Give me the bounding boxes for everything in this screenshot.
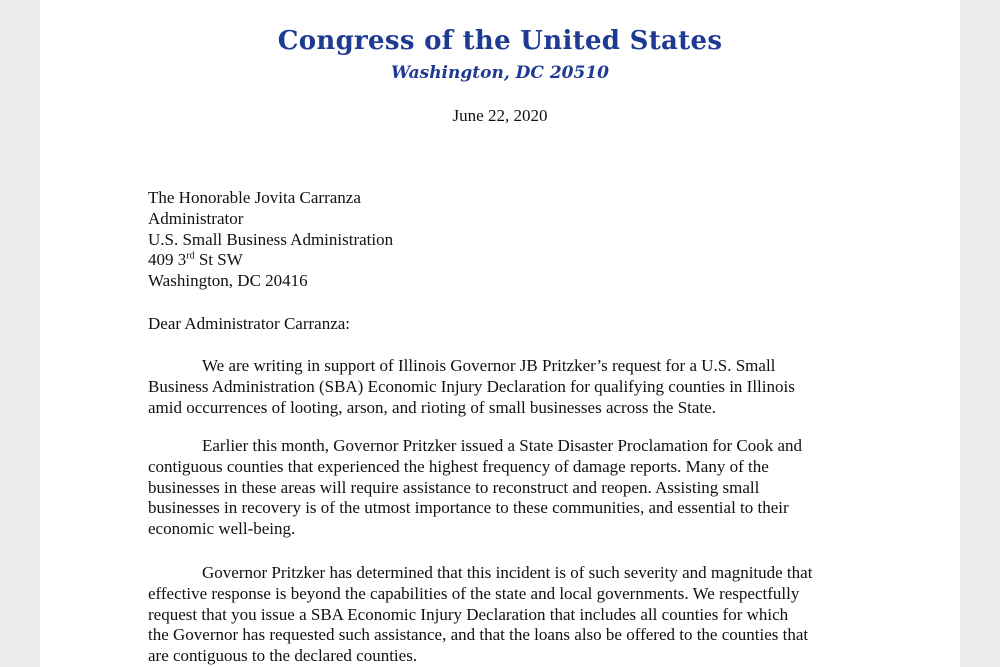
paragraph-line: effective response is beyond the capabilities of the state and local governments. We respectfully: [148, 583, 800, 603]
paragraph-line: are contiguous to the declared counties.: [148, 646, 418, 666]
body-paragraph: [148, 436, 868, 540]
ordinal-suffix: rd: [186, 250, 195, 262]
paragraph-line: the Governor has requested such assistance, and that the loans also be offered to the counties that: [148, 625, 809, 645]
address-line: U.S. Small Business Administration: [148, 229, 394, 249]
salutation: Dear Administrator Carranza:: [148, 314, 351, 333]
recipient-address: [148, 188, 393, 292]
paragraph-line: Earlier this month, Governor Pritzker issued a State Disaster Proclamation for Cook and: [202, 436, 803, 455]
letter-date: June 22, 2020: [452, 106, 548, 125]
paragraph-line: Governor Pritzker has determined that this incident is of such severity and magnitude that: [202, 563, 813, 582]
paragraph-line: We are writing in support of Illinois Governor JB Pritzker’s request for a U.S. Small: [202, 356, 776, 375]
paragraph-line: Business Administration (SBA) Economic Injury Declaration for qualifying counties in Illinois: [148, 376, 795, 396]
paragraph-line: economic well-being.: [148, 519, 296, 539]
paragraph-line: businesses in these areas will require assistance to reconstruct and reopen. Assisting small: [148, 477, 760, 497]
paragraph-line: amid occurrences of looting, arson, and rioting of small businesses across the State.: [148, 397, 716, 417]
street-name: St SW: [194, 250, 243, 270]
letterhead-subtitle: Washington, DC 20510: [391, 63, 609, 83]
paragraph-line: request that you issue a SBA Economic Injury Declaration that includes all counties for which: [148, 604, 789, 624]
address-line: [148, 250, 393, 271]
letterhead-title: Congress of the United States: [277, 26, 723, 56]
letter-page: [40, 0, 960, 667]
address-line: Administrator: [148, 208, 244, 228]
paragraph-line: businesses in recovery is of the utmost importance to these communities, and essential to their: [148, 498, 789, 518]
street-number: 409 3: [148, 250, 187, 270]
body-paragraph: [148, 563, 868, 667]
address-line: The Honorable Jovita Carranza: [148, 188, 361, 207]
paragraph-line: contiguous counties that experienced the highest frequency of damage reports. Many of the: [148, 456, 769, 476]
address-line: Washington, DC 20416: [148, 271, 308, 291]
body-paragraph: [148, 356, 868, 418]
